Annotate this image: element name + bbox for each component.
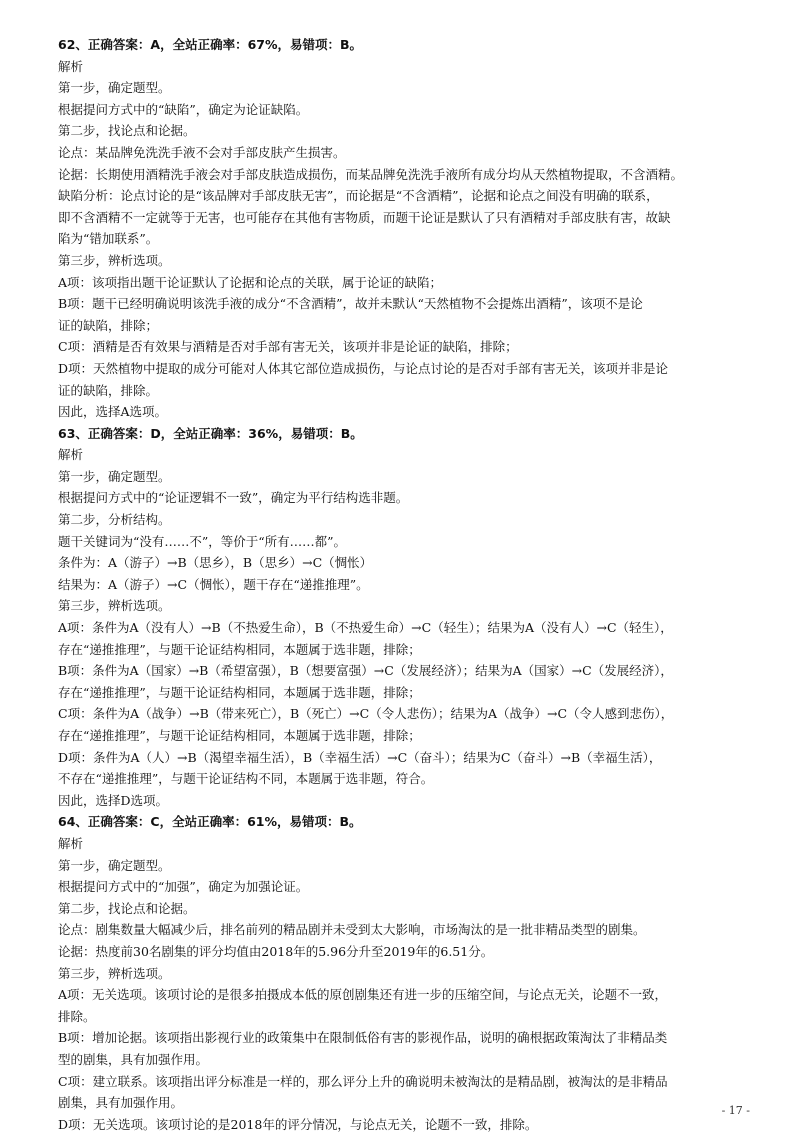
text-line: 根据提问方式中的“缺陷”，确定为论证缺陷。	[58, 101, 309, 117]
text-line: 第二步，找论点和论据。	[58, 123, 196, 139]
text-line: 第三步，辨析选项。	[58, 965, 171, 981]
text-line: 剧集，具有加强作用。	[58, 1095, 184, 1111]
text-line: 第二步，分析结构。	[58, 512, 171, 528]
answer-explanation	[58, 56, 748, 423]
text-line: 存在“递推推理”，与题干论证结构相同，本题属于选非题，排除；	[58, 641, 421, 657]
text-line: D项：无关选项。该项讨论的是2018年的评分情况，与论点无关，论题不一致，排除。	[58, 1116, 538, 1132]
text-line: D项：天然植物中提取的成分可能对人体其它部位造成损伤，与论点讨论的是否对手部有害无关，该项并非是论	[58, 360, 669, 376]
text-line: 存在“递推推理”，与题干论证结构相同，本题属于选非题，排除；	[58, 728, 421, 743]
text-line: 论据：热度前30名剧集的评分均值由2018年的5.96分升至2019年的6.51分。	[58, 943, 494, 959]
text-line: D项：条件为A（人）→B（渴望幸福生活），B（幸福生活）→C（奋斗）；结果为C（奋斗）→B（幸福生活），	[58, 749, 662, 765]
text-line: 第二步，找论点和论据。	[58, 900, 196, 916]
question-header: 64、正确答案：C，全站正确率：61%，易错项：B。	[58, 814, 362, 830]
text-line: 第三步，辨析选项。	[58, 598, 171, 614]
text-line: 论据：长期使用酒精洗手液会对手部皮肤造成损伤，而某品牌免洗洗手液所有成分均从天然植物提取，不含酒精。	[58, 166, 684, 182]
question-62	[58, 34, 748, 423]
question-63	[58, 423, 748, 812]
text-line: A项：条件为A（没有人）→B（不热爱生命），B（不热爱生命）→C（轻生）；结果为A（没有人）→C（轻生），	[58, 620, 673, 636]
text-line: B项：增加论据。该项指出影视行业的政策集中在限制低俗有害的影视作品，说明的确根据政策淘汰了非精品类	[58, 1030, 668, 1046]
text-line: A项：该项指出题干论证默认了论据和论点的关联，属于论证的缺陷；	[58, 274, 443, 290]
text-line: 解析	[58, 58, 84, 74]
text-line: 解析	[58, 447, 84, 463]
text-line: 论点：剧集数量大幅减少后，排名前列的精品剧并未受到太大影响，市场淘汰的是一批非精品类型的剧集。	[58, 922, 646, 938]
text-line: 结果为：A（游子）→C（惆怅），题干存在“递推推理”。	[58, 576, 369, 592]
question-header: 63、正确答案：D，全站正确率：36%，易错项：B。	[58, 425, 363, 441]
text-line: C项：建立联系。该项指出评分标准是一样的，那么评分上升的确说明未被淘汰的是精品剧，被淘汰的是非精品	[58, 1073, 668, 1089]
document-page	[58, 34, 748, 1135]
text-line: 论点：某品牌免洗洗手液不会对手部皮肤产生损害。	[58, 144, 346, 160]
text-line: 第三步，辨析选项。	[58, 252, 171, 268]
text-line: 陷为“错加联系”。	[58, 231, 159, 247]
text-line: 条件为：A（游子）→B（思乡），B（思乡）→C（惆怅）	[58, 555, 373, 571]
text-line: A项：无关选项。该项讨论的是很多拍摄成本低的原创剧集还有进一步的压缩空间，与论点无关，论题不一致，	[58, 987, 668, 1003]
text-line: 根据提问方式中的“加强”，确定为加强论证。	[58, 879, 309, 895]
text-line: 存在“递推推理”，与题干论证结构相同，本题属于选非题，排除；	[58, 684, 421, 700]
text-line: 型的剧集，具有加强作用。	[58, 1051, 209, 1067]
text-line: 题干关键词为“没有……不”，等价于“所有……都”。	[58, 533, 347, 549]
text-line: 第一步，确定题型。	[58, 857, 171, 873]
text-line: 排除。	[58, 1008, 96, 1024]
text-line: 证的缺陷，排除。	[58, 382, 159, 398]
text-line: 即不含酒精不一定就等于无害，也可能存在其他有害物质，而题干论证是默认了只有酒精对手部皮肤有害，故缺	[58, 209, 671, 225]
text-line: 第一步，确定题型。	[58, 468, 171, 484]
page-number: - 17 -	[721, 1104, 750, 1117]
text-line: 缺陷分析：论点讨论的是“该品牌对手部皮肤无害”，而论据是“不含酒精”，论据和论点之间没有明确的联系，	[58, 188, 659, 204]
text-line: C项：酒精是否有效果与酒精是否对手部有害无关，该项并非是论证的缺陷，排除；	[58, 339, 518, 355]
answer-explanation	[58, 833, 748, 1135]
text-line: 不存在“递推推理”，与题干论证结构不同，本题属于选非题，符合。	[58, 771, 434, 787]
answer-explanation	[58, 444, 748, 811]
text-line: C项：条件为A（战争）→B（带来死亡），B（死亡）→C（令人悲伤）；结果为A（战争）→C（令人感到悲伤），	[58, 706, 674, 722]
text-line: B项：题干已经明确说明该洗手液的成分“不含酒精”，故并未默认“天然植物不会提炼出酒精”，该项不是论	[58, 296, 643, 312]
text-line: 解析	[58, 835, 84, 851]
text-line: 第一步，确定题型。	[58, 80, 171, 96]
text-line: B项：条件为A（国家）→B（希望富强），B（想要富强）→C（发展经济）；结果为A（国家）→C（发展经济），	[58, 663, 673, 679]
text-line: 因此，选择A选项。	[58, 404, 168, 420]
question-header: 62、正确答案：A，全站正确率：67%，易错项：B。	[58, 37, 363, 52]
question-64	[58, 811, 748, 1135]
text-line: 证的缺陷，排除；	[58, 317, 159, 333]
text-line: 根据提问方式中的“论证逻辑不一致”，确定为平行结构选非题。	[58, 490, 409, 506]
text-line: 因此，选择D选项。	[58, 792, 169, 808]
